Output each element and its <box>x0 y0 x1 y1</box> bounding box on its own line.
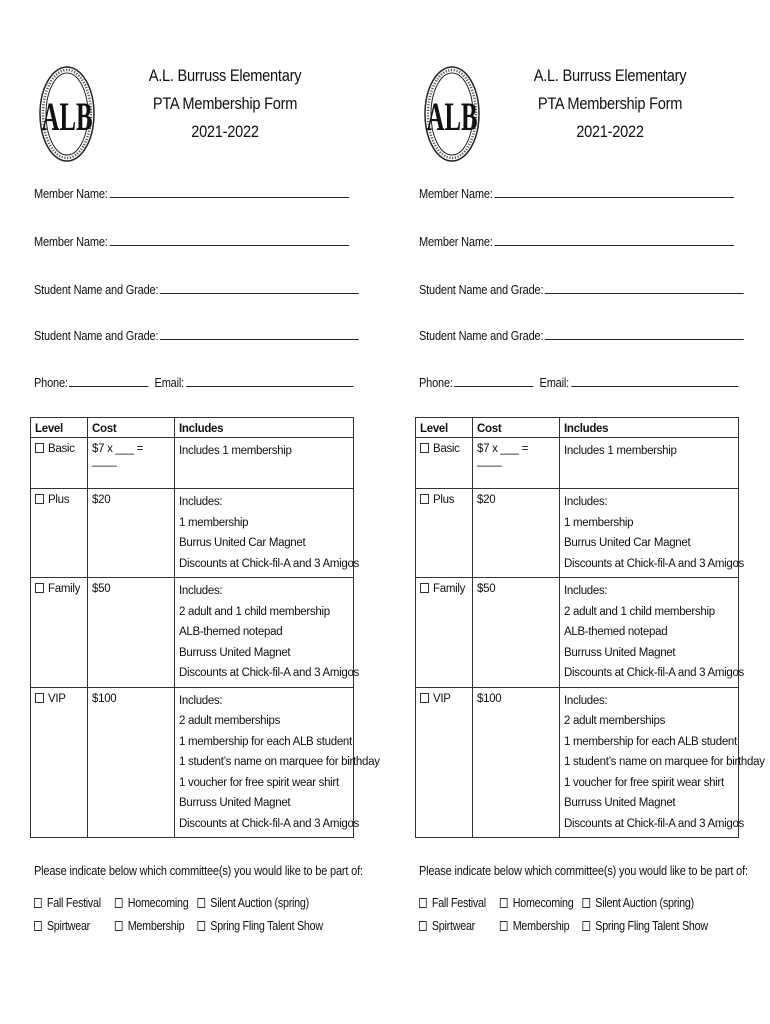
svg-text:ALB: ALB <box>41 95 93 140</box>
includes-header: Includes <box>175 418 354 438</box>
checkbox[interactable] <box>115 898 123 908</box>
level-row-basic <box>31 438 354 489</box>
school-year: 2021-2022 <box>191 122 259 141</box>
checkbox[interactable] <box>420 443 429 453</box>
member-name-field-1[interactable] <box>34 185 333 201</box>
includes-line: 2 adult memberships <box>179 715 281 727</box>
includes-line: 2 adult and 1 child membership <box>179 605 330 618</box>
committee-options <box>419 896 711 942</box>
checkbox[interactable] <box>35 494 44 504</box>
includes-line: Includes: <box>564 496 608 508</box>
checkbox[interactable] <box>34 921 42 931</box>
includes-cell <box>560 578 745 688</box>
committee-label: Spring Fling Talent Show <box>595 919 708 933</box>
cost-header: Cost <box>88 418 175 438</box>
includes-line: Burruss United Magnet <box>179 646 291 659</box>
student-name-grade-field-1[interactable] <box>419 281 718 297</box>
level-header: Level <box>416 418 473 438</box>
member-name-blank[interactable] <box>109 185 348 198</box>
phone-blank[interactable] <box>70 374 149 387</box>
svg-text:ALB: ALB <box>426 95 478 140</box>
level-row-plus <box>416 489 739 578</box>
student-name-grade-blank[interactable] <box>545 327 744 340</box>
includes-line: Includes 1 membership <box>179 445 292 457</box>
includes-header: Includes <box>560 418 739 438</box>
level-label: Family <box>433 583 466 595</box>
level-row-family <box>31 578 354 688</box>
committee-homecoming[interactable] <box>115 896 189 910</box>
committee-homecoming[interactable] <box>500 896 574 910</box>
level-cell[interactable] <box>416 438 473 489</box>
includes-line: Burruss United Magnet <box>564 797 676 809</box>
cost-cell: $100 <box>88 687 175 838</box>
phone-label: Phone: <box>419 376 453 390</box>
cost-cell: $50 <box>88 578 175 688</box>
student-name-grade-field-2[interactable] <box>419 327 718 343</box>
includes-line: Includes: <box>564 694 608 707</box>
includes-line: 1 student’s name on marquee for birthday <box>564 756 765 768</box>
includes-line: 2 adult memberships <box>564 715 666 727</box>
committee-fall-festival[interactable] <box>34 896 101 910</box>
level-cell[interactable] <box>31 438 88 489</box>
student-name-grade-blank[interactable] <box>160 327 359 340</box>
committee-label: Fall Festival <box>46 896 101 910</box>
includes-cell <box>560 489 745 578</box>
level-cell[interactable] <box>416 489 473 578</box>
includes-line: 1 student’s name on marquee for birthday <box>179 756 380 768</box>
checkbox[interactable] <box>420 693 429 703</box>
checkbox[interactable] <box>35 583 44 593</box>
committee-membership[interactable] <box>115 919 184 933</box>
committee-silent-auction[interactable] <box>582 896 694 910</box>
member-name-field-1[interactable] <box>419 185 718 201</box>
committee-label: Membership <box>127 919 185 933</box>
includes-line: 1 membership for each ALB student <box>564 735 737 748</box>
checkbox[interactable] <box>500 898 508 908</box>
email-blank[interactable] <box>571 374 738 387</box>
includes-line: ALB-themed notepad <box>564 626 668 638</box>
level-row-vip <box>31 687 354 838</box>
includes-cell <box>175 489 360 578</box>
member-name-label: Member Name: <box>34 187 108 201</box>
includes-line: 1 voucher for free spirit wear shirt <box>179 776 339 789</box>
committee-label: Fall Festival <box>431 896 486 910</box>
cost-cell: $20 <box>88 489 175 578</box>
committee-label: Silent Auction (spring) <box>210 896 309 910</box>
committee-label: Silent Auction (spring) <box>595 896 694 910</box>
level-cell[interactable] <box>31 687 88 838</box>
student-name-grade-label: Student Name and Grade: <box>34 283 159 297</box>
cost-header: Cost <box>473 418 560 438</box>
checkbox[interactable] <box>419 921 427 931</box>
committee-label: Homecoming <box>127 896 189 910</box>
includes-line: Discounts at Chick-fil-A and 3 Amigos <box>564 817 745 830</box>
membership-form-2 <box>415 0 765 1024</box>
committee-label: Spirtwear <box>46 919 90 933</box>
level-cell[interactable] <box>416 687 473 838</box>
includes-line: Includes: <box>179 585 223 597</box>
includes-line: 1 membership <box>179 516 249 529</box>
alb-logo <box>423 64 481 164</box>
includes-line: Includes: <box>179 496 223 508</box>
member-name-blank[interactable] <box>494 185 733 198</box>
checkbox[interactable] <box>582 921 590 931</box>
member-name-field-2[interactable] <box>419 233 718 249</box>
includes-cell <box>175 687 380 838</box>
checkbox[interactable] <box>420 583 429 593</box>
member-name-blank[interactable] <box>494 233 733 246</box>
student-name-grade-blank[interactable] <box>160 281 359 294</box>
student-name-grade-label: Student Name and Grade: <box>419 329 544 343</box>
level-label: VIP <box>48 692 66 705</box>
includes-line: Burruss United Magnet <box>179 797 291 809</box>
membership-levels-table <box>30 417 380 838</box>
level-label: VIP <box>433 692 451 705</box>
checkbox[interactable] <box>197 921 205 931</box>
phone-email-field[interactable] <box>419 374 718 390</box>
includes-line: 1 membership <box>564 516 634 529</box>
member-name-blank[interactable] <box>109 233 348 246</box>
level-cell[interactable] <box>31 578 88 688</box>
includes-line: Discounts at Chick-fil-A and 3 Amigos <box>564 667 745 679</box>
committee-label: Membership <box>512 919 570 933</box>
committee-label: Spirtwear <box>431 919 475 933</box>
phone-blank[interactable] <box>455 374 534 387</box>
includes-line: Burrus United Car Magnet <box>564 537 691 549</box>
cost-cell: $50 <box>473 578 560 688</box>
level-cell[interactable] <box>31 489 88 578</box>
committee-prompt: Please indicate below which committee(s) you would like to be part of: <box>419 864 748 878</box>
email-blank[interactable] <box>186 374 353 387</box>
includes-line: Discounts at Chick-fil-A and 3 Amigos <box>564 557 745 570</box>
includes-line: ALB-themed notepad <box>179 626 283 638</box>
table-header-row <box>31 418 354 438</box>
member-name-label: Member Name: <box>419 187 493 201</box>
includes-cell <box>560 438 739 489</box>
checkbox[interactable] <box>582 898 590 908</box>
includes-line: Burruss United Magnet <box>564 646 676 659</box>
checkbox[interactable] <box>34 898 42 908</box>
includes-line: Discounts at Chick-fil-A and 3 Amigos <box>179 817 360 830</box>
checkbox[interactable] <box>500 921 508 931</box>
student-name-grade-blank[interactable] <box>545 281 744 294</box>
level-label: Family <box>48 583 81 595</box>
student-name-grade-field-1[interactable] <box>34 281 333 297</box>
level-row-basic <box>416 438 739 489</box>
school-name: A.L. Burruss Elementary <box>148 66 302 85</box>
includes-line: Includes: <box>179 694 223 707</box>
membership-form-1 <box>30 0 380 1024</box>
cost-cell[interactable]: $7 x ___ = ____ <box>88 438 175 489</box>
form-name: PTA Membership Form <box>537 94 683 113</box>
form-title <box>109 62 341 146</box>
includes-line: Burrus United Car Magnet <box>179 537 306 549</box>
checkbox[interactable] <box>419 898 427 908</box>
includes-line: Includes: <box>564 585 608 597</box>
level-row-plus <box>31 489 354 578</box>
committee-spiritwear[interactable] <box>34 919 90 933</box>
committee-silent-auction[interactable] <box>197 896 309 910</box>
checkbox[interactable] <box>420 494 429 504</box>
form-title <box>494 62 726 146</box>
includes-cell <box>560 687 765 838</box>
committee-spring-fling[interactable] <box>582 919 707 933</box>
includes-line: Discounts at Chick-fil-A and 3 Amigos <box>179 557 360 570</box>
includes-line: 1 membership for each ALB student <box>179 735 352 748</box>
level-label: Plus <box>48 494 70 506</box>
committee-prompt: Please indicate below which committee(s) you would like to be part of: <box>34 864 363 878</box>
school-name: A.L. Burruss Elementary <box>533 66 687 85</box>
member-name-field-2[interactable] <box>34 233 333 249</box>
level-label: Basic <box>48 443 75 455</box>
email-label: Email: <box>539 376 570 390</box>
checkbox[interactable] <box>115 921 123 931</box>
cost-cell: $100 <box>473 687 560 838</box>
checkbox[interactable] <box>35 443 44 453</box>
checkbox[interactable] <box>35 693 44 703</box>
email-label: Email: <box>154 376 185 390</box>
committee-options <box>34 896 326 942</box>
committee-membership[interactable] <box>500 919 569 933</box>
includes-line: Discounts at Chick-fil-A and 3 Amigos <box>179 667 360 679</box>
alb-logo <box>38 64 96 164</box>
student-name-grade-field-2[interactable] <box>34 327 333 343</box>
phone-label: Phone: <box>34 376 68 390</box>
includes-cell <box>175 578 360 688</box>
committee-fall-festival[interactable] <box>419 896 486 910</box>
member-name-label: Member Name: <box>419 235 493 249</box>
includes-line: Includes 1 membership <box>564 445 677 457</box>
student-name-grade-label: Student Name and Grade: <box>34 329 159 343</box>
cost-cell[interactable]: $7 x ___ = ____ <box>473 438 560 489</box>
level-label: Plus <box>433 494 455 506</box>
membership-levels-table <box>415 417 765 838</box>
level-row-vip <box>416 687 739 838</box>
checkbox[interactable] <box>197 898 205 908</box>
school-year: 2021-2022 <box>576 122 644 141</box>
includes-line: 2 adult and 1 child membership <box>564 605 715 618</box>
level-label: Basic <box>433 443 460 455</box>
committee-spiritwear[interactable] <box>419 919 475 933</box>
committee-spring-fling[interactable] <box>197 919 322 933</box>
includes-line: 1 voucher for free spirit wear shirt <box>564 776 724 789</box>
cost-cell: $20 <box>473 489 560 578</box>
form-name: PTA Membership Form <box>152 94 298 113</box>
level-cell[interactable] <box>416 578 473 688</box>
committee-label: Spring Fling Talent Show <box>210 919 323 933</box>
member-name-label: Member Name: <box>34 235 108 249</box>
level-header: Level <box>31 418 88 438</box>
level-row-family <box>416 578 739 688</box>
committee-label: Homecoming <box>512 896 574 910</box>
phone-email-field[interactable] <box>34 374 333 390</box>
includes-cell <box>175 438 354 489</box>
student-name-grade-label: Student Name and Grade: <box>419 283 544 297</box>
table-header-row <box>416 418 739 438</box>
